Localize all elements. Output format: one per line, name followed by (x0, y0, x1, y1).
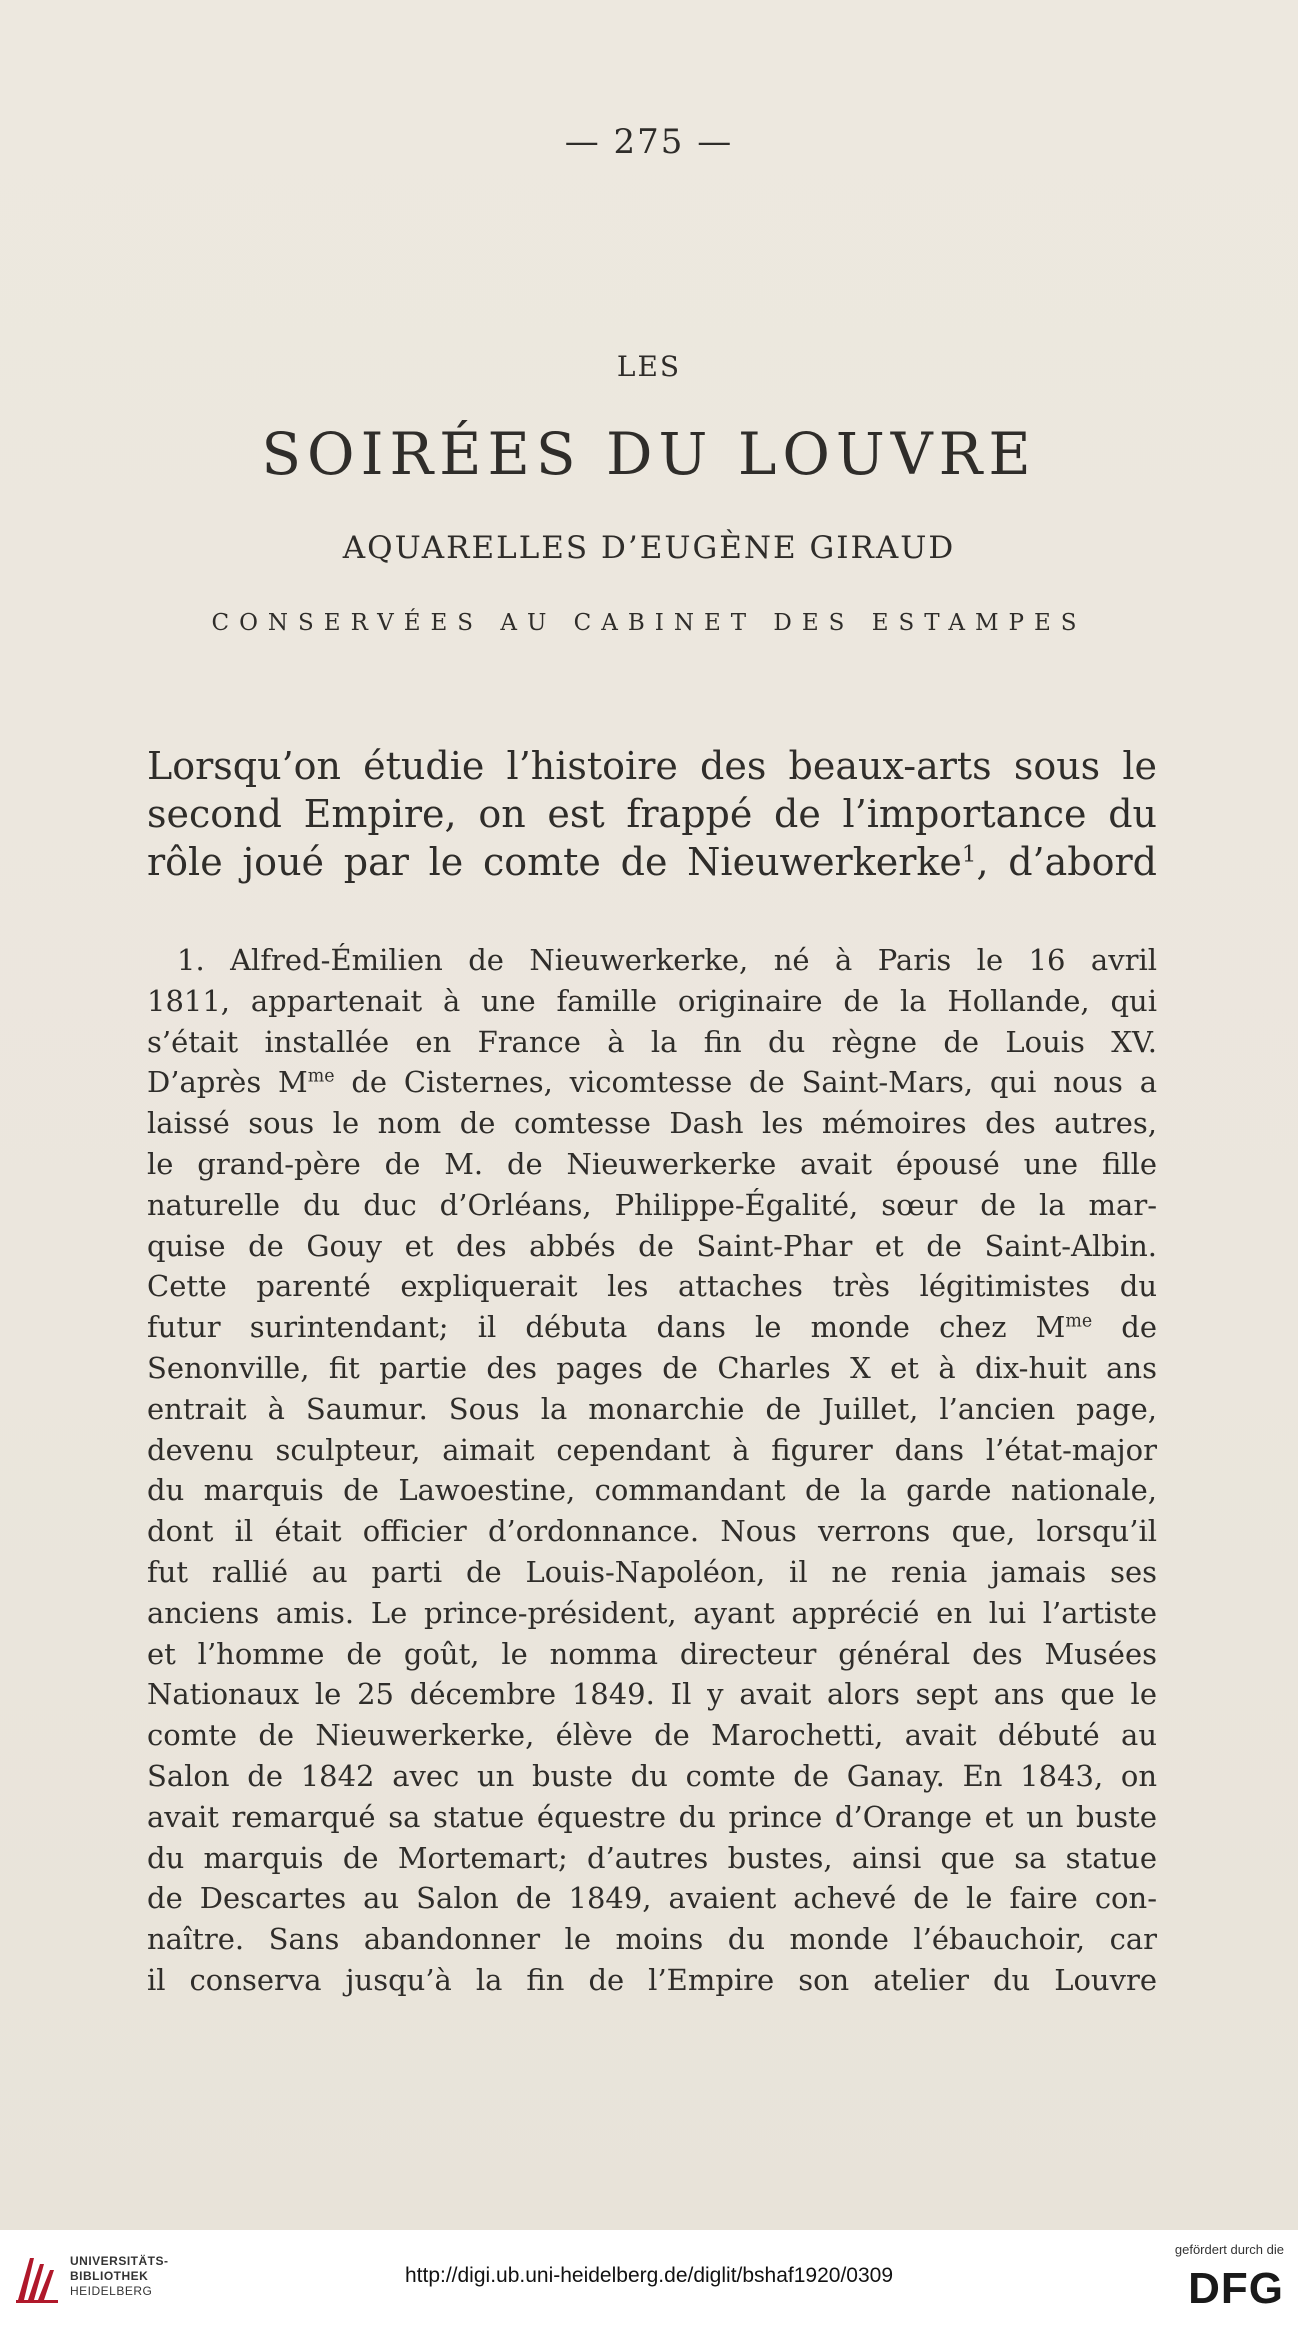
library-name-line: HEIDELBERG (70, 2284, 153, 2298)
footnote-line: entrait à Saumur. Sous la monarchie de Juillet, l’ancien page, (147, 1391, 1157, 1426)
footnote-line: naturelle du duc d’Orléans, Philippe-Égalité, sœur de la mar- (147, 1187, 1157, 1222)
footnote-line: futur surintendant; il débuta dans le monde chez $M^{me}$ de (147, 1310, 1157, 1345)
footnote-line: du marquis de Mortemart; d’autres bustes, ainsi que sa statue (147, 1840, 1157, 1875)
body-paragraph (147, 742, 1157, 886)
page-number: — 275 — (564, 122, 734, 162)
permalink[interactable]: http://digi.ub.uni-heidelberg.de/diglit/bshaf1920/0309 (404, 2264, 894, 2287)
footnote-line: D’après $M^{me}$ de Cisternes, vicomtesse de Saint-Mars, qui nous a (147, 1065, 1157, 1100)
footnote-line: il conserva jusqu’à la fin de l’Empire son atelier du Louvre (147, 1962, 1157, 1997)
footnote-line: Senonville, fit partie des pages de Charles X et à dix-huit ans (147, 1350, 1157, 1385)
footnote-line: naître. Sans abandonner le moins du monde l’ébauchoir, car (147, 1922, 1157, 1957)
footnote-line: anciens amis. Le prince-président, ayant apprécié en lui l’artiste (147, 1595, 1157, 1630)
footnote-line: 1811, appartenait à une famille originaire de la Hollande, qui (147, 983, 1157, 1018)
footnote-line: Nationaux le 25 décembre 1849. Il y avait alors sept ans que le (147, 1677, 1157, 1712)
digitization-footer (0, 2230, 1298, 2325)
funded-by-label: gefördert durch die (1174, 2242, 1284, 2257)
footnote-line: s’était installée en France à la fin du règne de Louis XV. (147, 1024, 1157, 1059)
footnote-line: fut rallié au parti de Louis-Napoléon, il ne renia jamais ses (147, 1554, 1157, 1589)
subtitle-secondary: CONSERVÉES AU CABINET DES ESTAMPES (211, 610, 1087, 636)
dfg-logo: DFG (1188, 2264, 1284, 2313)
footnote-line: laissé sous le nom de comtesse Dash les mémoires des autres, (147, 1106, 1157, 1141)
footnote-line: le grand-père de M. de Nieuwerkerke avait épousé une fille (147, 1146, 1157, 1181)
footnote-line: Salon de 1842 avec un buste du comte de Ganay. En 1843, on (147, 1758, 1157, 1793)
library-name-line: UNIVERSITÄTS- (70, 2254, 169, 2268)
footnote-line: de Descartes au Salon de 1849, avaient achevé de le faire con- (147, 1881, 1157, 1916)
footnote-line: Cette parenté expliquerait les attaches très légitimistes du (147, 1269, 1157, 1304)
footnote-line: dont il était officier d’ordonnance. Nous verrons que, lorsqu’il (147, 1514, 1157, 1549)
footnote (147, 940, 1157, 2001)
footnote-line: quise de Gouy et des abbés de Saint-Phar et de Saint-Albin. (147, 1228, 1157, 1263)
body-line: Lorsqu’on étudie l’histoire des beaux-arts sous le (147, 744, 1157, 788)
footnote-line: et l’homme de goût, le nomma directeur général des Musées (147, 1636, 1157, 1671)
body-line: second Empire, on est frappé de l’importance du (147, 792, 1157, 836)
body-line: rôle joué par le comte de Nieuwerkerke$^1$, d’abord (147, 840, 1157, 884)
heading-les: LES (616, 350, 682, 383)
footnote-line: 1. Alfred-Émilien de Nieuwerkerke, né à Paris le 16 avril (177, 943, 1157, 977)
footnote-line: du marquis de Lawoestine, commandant de la garde nationale, (147, 1473, 1157, 1508)
footnote-line: comte de Nieuwerkerke, élève de Marochetti, avait débuté au (147, 1718, 1157, 1753)
footnote-line: avait remarqué sa statue équestre du prince d’Orange et un buste (147, 1799, 1157, 1834)
footnote-line: devenu sculpteur, aimait cependant à figurer dans l’état-major (147, 1432, 1157, 1467)
subtitle: AQUARELLES D’EUGÈNE GIRAUD (342, 530, 956, 566)
library-name-line: BIBLIOTHEK (70, 2269, 149, 2283)
page-title: SOIRÉES DU LOUVRE (261, 420, 1037, 488)
